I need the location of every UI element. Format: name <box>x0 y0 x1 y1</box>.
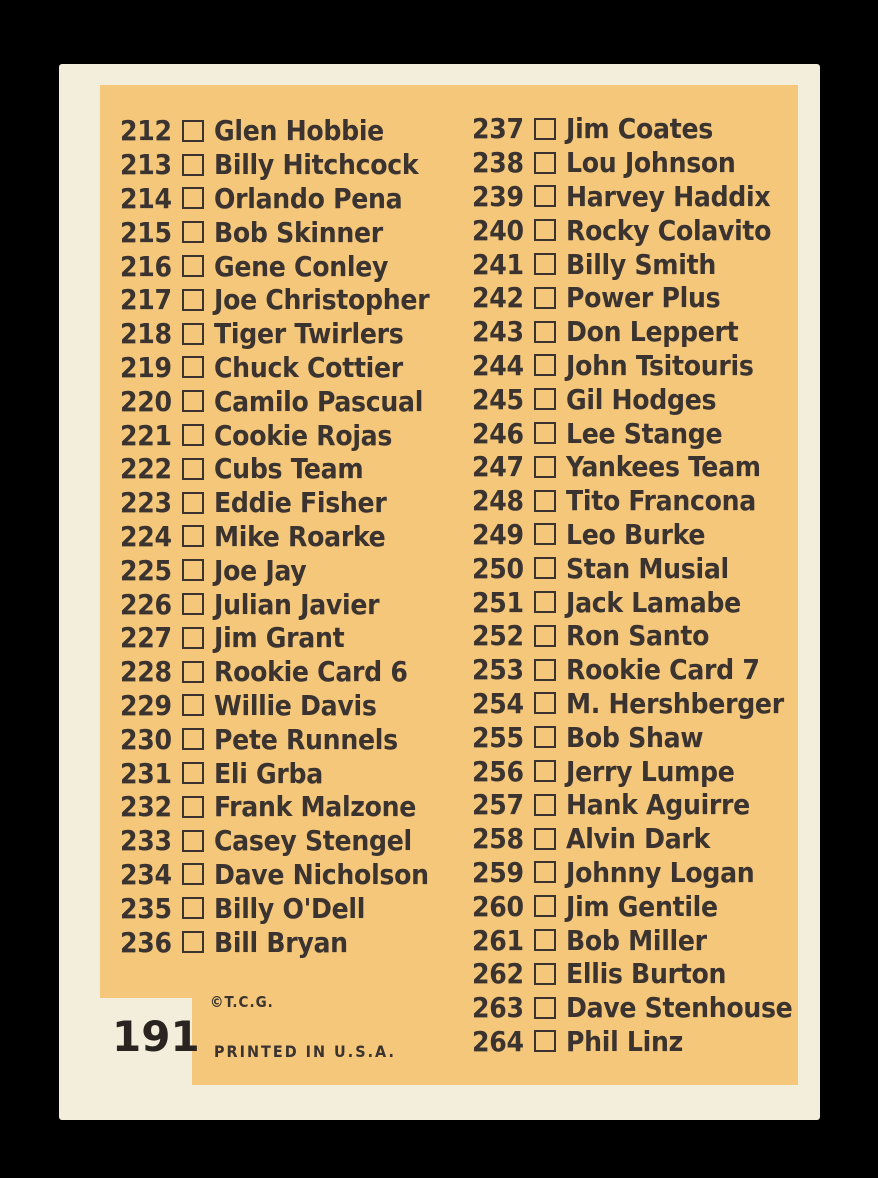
card-number-label: 248 <box>472 484 524 518</box>
checkbox[interactable] <box>534 828 556 850</box>
checklist-row <box>120 283 460 317</box>
player-name: Stan Musial <box>566 551 729 585</box>
copyright-text: ©T.C.G. <box>210 993 274 1011</box>
checkbox[interactable] <box>182 525 204 547</box>
player-name: Power Plus <box>566 281 721 315</box>
checkbox[interactable] <box>182 593 204 615</box>
checkbox[interactable] <box>182 120 204 142</box>
checkbox[interactable] <box>534 456 556 478</box>
checklist-row <box>120 925 460 959</box>
checklist-row <box>472 484 812 518</box>
checkbox[interactable] <box>182 390 204 412</box>
card-number-label: 257 <box>472 788 524 822</box>
player-name: Billy O'Dell <box>214 891 366 925</box>
checkbox[interactable] <box>534 692 556 714</box>
card-number-label: 235 <box>120 891 172 925</box>
card-number-label: 241 <box>472 247 524 281</box>
card-number-label: 225 <box>120 553 172 587</box>
checklist-row <box>472 856 812 890</box>
checklist-row <box>472 1025 812 1059</box>
checkbox[interactable] <box>534 625 556 647</box>
checkbox[interactable] <box>182 559 204 581</box>
checklist-row <box>472 180 812 214</box>
player-name: Bob Skinner <box>214 215 383 249</box>
checkbox[interactable] <box>534 321 556 343</box>
checkbox[interactable] <box>182 458 204 480</box>
player-name: Orlando Pena <box>214 181 403 215</box>
card-number-label: 218 <box>120 317 172 351</box>
player-name: Harvey Haddix <box>566 179 771 213</box>
card-number-label: 221 <box>120 418 172 452</box>
checkbox[interactable] <box>182 830 204 852</box>
card-number-label: 220 <box>120 384 172 418</box>
card-number-label: 219 <box>120 350 172 384</box>
player-name: Mike Roarke <box>214 519 386 553</box>
card-number-label: 242 <box>472 281 524 315</box>
card-number-label: 245 <box>472 382 524 416</box>
checkbox[interactable] <box>534 152 556 174</box>
player-name: Gene Conley <box>214 249 389 283</box>
checklist-row <box>472 281 812 315</box>
card-number-label: 263 <box>472 991 524 1025</box>
checklist-row <box>120 148 460 182</box>
checklist-row <box>472 991 812 1025</box>
player-name: Leo Burke <box>566 517 706 551</box>
player-name: John Tsitouris <box>566 348 754 382</box>
card-number-label: 255 <box>472 720 524 754</box>
checkbox[interactable] <box>182 255 204 277</box>
player-name: Jim Gentile <box>566 889 718 923</box>
checklist-row <box>120 182 460 216</box>
checklist-row <box>472 720 812 754</box>
card-number-label: 240 <box>472 213 524 247</box>
card-number-label: 233 <box>120 824 172 858</box>
checklist-row <box>120 215 460 249</box>
card-number-label: 224 <box>120 519 172 553</box>
checkbox[interactable] <box>534 490 556 512</box>
checklist-row <box>120 351 460 385</box>
card-number-label: 239 <box>472 179 524 213</box>
checklist-row <box>472 146 812 180</box>
card-number-label: 258 <box>472 822 524 856</box>
checklist-row <box>120 384 460 418</box>
checklist-row <box>472 754 812 788</box>
player-name: Rocky Colavito <box>566 213 772 247</box>
checklist-row <box>472 788 812 822</box>
checkbox[interactable] <box>182 221 204 243</box>
checkbox[interactable] <box>182 931 204 953</box>
checkbox[interactable] <box>182 356 204 378</box>
player-name: Rookie Card 7 <box>566 653 760 687</box>
checklist-row <box>120 655 460 689</box>
player-name: Jack Lamabe <box>566 585 741 619</box>
checklist-row <box>120 114 460 148</box>
checklist-column-right <box>472 112 812 1058</box>
checkbox[interactable] <box>534 895 556 917</box>
checkbox[interactable] <box>534 354 556 376</box>
checklist-row <box>472 518 812 552</box>
card-number-label: 259 <box>472 855 524 889</box>
checklist-row <box>120 452 460 486</box>
checklist-row <box>472 349 812 383</box>
player-name: Billy Smith <box>566 247 716 281</box>
player-name: Jim Coates <box>566 112 713 146</box>
checkbox[interactable] <box>534 794 556 816</box>
checkbox[interactable] <box>182 627 204 649</box>
player-name: Bill Bryan <box>214 925 348 959</box>
player-name: Camilo Pascual <box>214 384 424 418</box>
player-name: Tiger Twirlers <box>214 317 404 351</box>
player-name: Eddie Fisher <box>214 486 387 520</box>
checklist-row <box>472 687 812 721</box>
card-number-label: 247 <box>472 450 524 484</box>
checkbox[interactable] <box>534 287 556 309</box>
player-name: Don Leppert <box>566 315 739 349</box>
player-name: Cookie Rojas <box>214 418 393 452</box>
card-number-label: 228 <box>120 655 172 689</box>
checkbox[interactable] <box>534 253 556 275</box>
card-number-label: 260 <box>472 889 524 923</box>
checklist-row <box>472 416 812 450</box>
card-number-label: 217 <box>120 283 172 317</box>
player-name: Dave Stenhouse <box>566 991 793 1025</box>
checkbox[interactable] <box>534 523 556 545</box>
checklist-row <box>120 587 460 621</box>
checklist-row <box>120 722 460 756</box>
card-number-label: 215 <box>120 215 172 249</box>
card-number-label: 254 <box>472 686 524 720</box>
player-name: Chuck Cottier <box>214 350 403 384</box>
card-number-label: 231 <box>120 756 172 790</box>
checklist-row <box>120 553 460 587</box>
player-name: M. Hershberger <box>566 686 784 720</box>
checkbox[interactable] <box>182 661 204 683</box>
checklist-row <box>120 891 460 925</box>
checklist-row <box>120 756 460 790</box>
checkbox[interactable] <box>534 659 556 681</box>
card-number-label: 213 <box>120 148 172 182</box>
card-number-label: 226 <box>120 587 172 621</box>
checkbox[interactable] <box>182 289 204 311</box>
player-name: Johnny Logan <box>566 855 755 889</box>
checklist-row <box>120 824 460 858</box>
checkbox[interactable] <box>182 762 204 784</box>
player-name: Lou Johnson <box>566 146 736 180</box>
player-name: Joe Jay <box>214 553 307 587</box>
player-name: Willie Davis <box>214 688 377 722</box>
player-name: Bob Shaw <box>566 720 704 754</box>
player-name: Yankees Team <box>566 450 761 484</box>
player-name: Pete Runnels <box>214 722 398 756</box>
checklist-row <box>472 923 812 957</box>
card-number-label: 243 <box>472 315 524 349</box>
checkbox[interactable] <box>182 694 204 716</box>
checkbox[interactable] <box>182 897 204 919</box>
player-name: Jerry Lumpe <box>566 754 735 788</box>
checkbox[interactable] <box>534 422 556 444</box>
checkbox[interactable] <box>534 997 556 1019</box>
player-name: Lee Stange <box>566 416 723 450</box>
player-name: Eli Grba <box>214 756 323 790</box>
checkbox[interactable] <box>534 118 556 140</box>
checklist-row <box>120 520 460 554</box>
checkbox[interactable] <box>534 557 556 579</box>
player-name: Dave Nicholson <box>214 857 429 891</box>
checkbox[interactable] <box>534 760 556 782</box>
card-number-label: 252 <box>472 619 524 653</box>
card-number-label: 250 <box>472 551 524 585</box>
checkbox[interactable] <box>534 219 556 241</box>
checkbox[interactable] <box>534 963 556 985</box>
player-name: Alvin Dark <box>566 822 710 856</box>
card-number-label: 244 <box>472 348 524 382</box>
checklist-row <box>472 315 812 349</box>
checklist-row <box>472 822 812 856</box>
card-number-label: 223 <box>120 486 172 520</box>
checkbox[interactable] <box>182 796 204 818</box>
card-number-label: 238 <box>472 146 524 180</box>
card-number-label: 216 <box>120 249 172 283</box>
checklist-row <box>472 957 812 991</box>
checkbox[interactable] <box>182 154 204 176</box>
checklist-row <box>472 889 812 923</box>
card-number-label: 227 <box>120 621 172 655</box>
player-name: Glen Hobbie <box>214 114 384 148</box>
checklist-row <box>472 213 812 247</box>
player-name: Hank Aguirre <box>566 788 750 822</box>
checkbox[interactable] <box>182 323 204 345</box>
card-number-label: 212 <box>120 114 172 148</box>
card-number-label: 232 <box>120 790 172 824</box>
player-name: Ron Santo <box>566 619 710 653</box>
card-number-label: 261 <box>472 923 524 957</box>
checklist-row <box>472 619 812 653</box>
checklist-row <box>120 790 460 824</box>
checkbox[interactable] <box>534 861 556 883</box>
checkbox[interactable] <box>182 863 204 885</box>
card-number-label: 256 <box>472 754 524 788</box>
checklist-row <box>472 653 812 687</box>
printed-in-text: PRINTED IN U.S.A. <box>214 1042 396 1061</box>
player-name: Julian Javier <box>214 587 380 621</box>
card-number-label: 237 <box>472 112 524 146</box>
checklist-row <box>472 247 812 281</box>
checklist-column-left <box>120 114 460 959</box>
checklist-row <box>120 486 460 520</box>
checklist-row <box>472 585 812 619</box>
card-number-label: 249 <box>472 517 524 551</box>
checklist-row <box>472 450 812 484</box>
card-number-label: 229 <box>120 688 172 722</box>
player-name: Jim Grant <box>214 621 345 655</box>
card-number-label: 234 <box>120 857 172 891</box>
player-name: Tito Francona <box>566 484 756 518</box>
card-number-label: 214 <box>120 181 172 215</box>
checkbox[interactable] <box>182 187 204 209</box>
checklist-row <box>120 689 460 723</box>
checklist-row <box>472 112 812 146</box>
player-name: Gil Hodges <box>566 382 717 416</box>
player-name: Phil Linz <box>566 1024 683 1058</box>
checklist-row <box>120 858 460 892</box>
card-number-label: 253 <box>472 653 524 687</box>
player-name: Cubs Team <box>214 452 364 486</box>
checkbox[interactable] <box>534 929 556 951</box>
player-name: Billy Hitchcock <box>214 148 419 182</box>
card-number-label: 262 <box>472 957 524 991</box>
card-number-label: 264 <box>472 1024 524 1058</box>
checklist-row <box>472 382 812 416</box>
player-name: Frank Malzone <box>214 790 417 824</box>
checkbox[interactable] <box>534 591 556 613</box>
checklist-row <box>472 551 812 585</box>
checkbox[interactable] <box>534 726 556 748</box>
player-name: Joe Christopher <box>214 283 430 317</box>
checkbox[interactable] <box>182 424 204 446</box>
checklist-row <box>120 317 460 351</box>
checkbox[interactable] <box>534 388 556 410</box>
checkbox[interactable] <box>182 492 204 514</box>
checklist-row <box>120 418 460 452</box>
player-name: Rookie Card 6 <box>214 655 408 689</box>
checklist-row <box>120 621 460 655</box>
checkbox[interactable] <box>182 728 204 750</box>
player-name: Casey Stengel <box>214 824 412 858</box>
card-number-label: 230 <box>120 722 172 756</box>
card-number-label: 222 <box>120 452 172 486</box>
card-number: 191 <box>112 1012 200 1061</box>
checkbox[interactable] <box>534 1030 556 1052</box>
card-number-label: 251 <box>472 585 524 619</box>
player-name: Bob Miller <box>566 923 707 957</box>
card-number-label: 236 <box>120 925 172 959</box>
card-number-label: 246 <box>472 416 524 450</box>
checkbox[interactable] <box>534 185 556 207</box>
player-name: Ellis Burton <box>566 957 727 991</box>
checklist-row <box>120 249 460 283</box>
